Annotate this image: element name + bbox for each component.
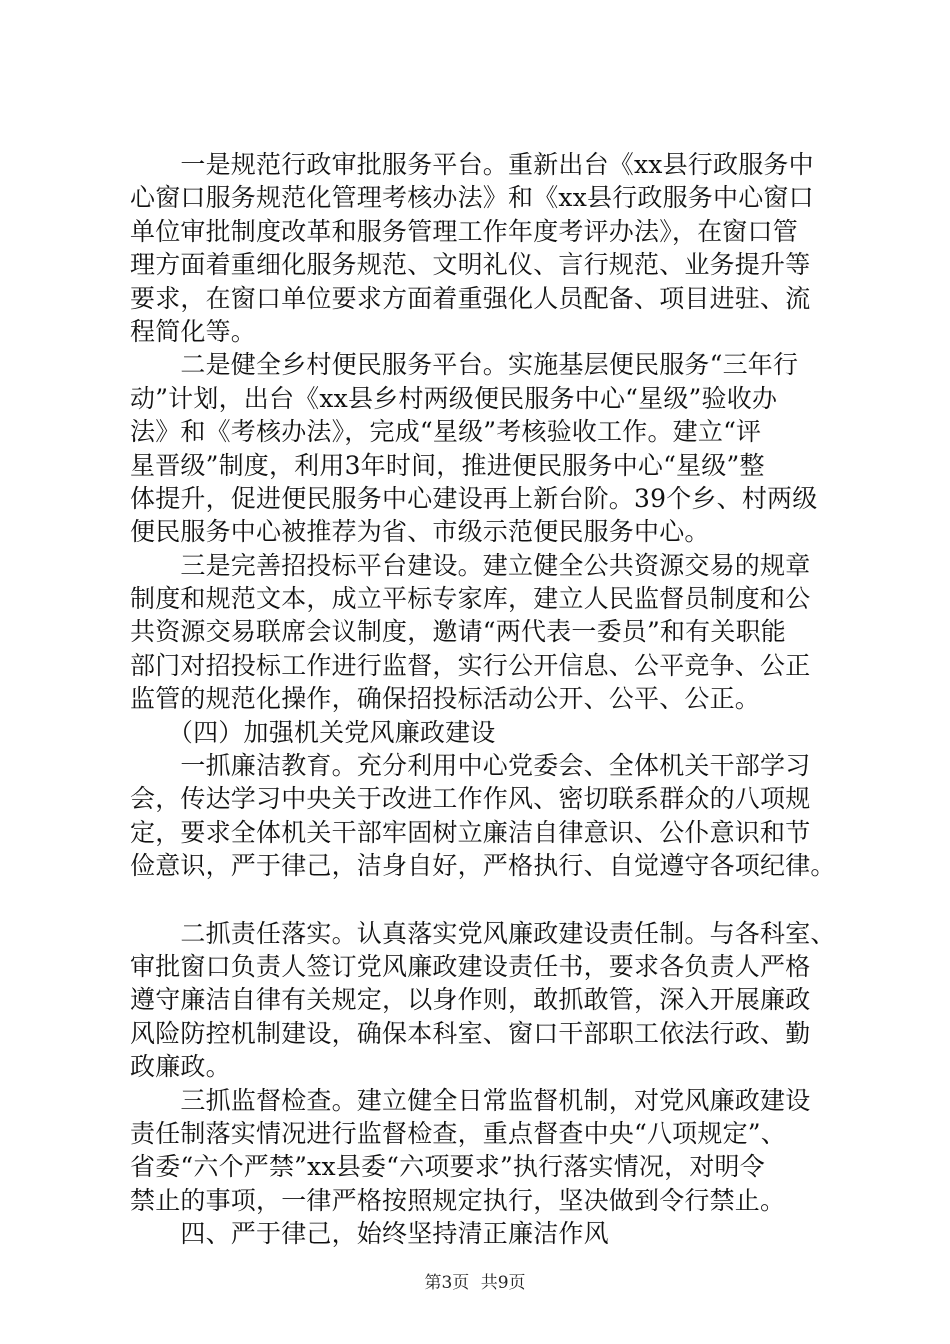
text-line: 程简化等。 xyxy=(130,316,257,346)
page-number: 第3页 xyxy=(424,1273,470,1293)
text-line: 审批窗口负责人签订党风廉政建设责任书，要求各负责人严格 xyxy=(130,951,811,981)
text-line: 一是规范行政审批服务平台。重新出台《xx县行政服务中 xyxy=(130,150,814,179)
text-line: 政廉政。 xyxy=(130,1052,231,1082)
text-line: 责任制落实情况进行监督检查，重点督查中央“八项规定”、 xyxy=(130,1118,786,1148)
text-line: （四）加强机关党风廉政建设 xyxy=(130,717,496,747)
page-total: 共9页 xyxy=(480,1273,526,1293)
text-line: 星晋级”制度，利用3年时间，推进便民服务中心“星级”整 xyxy=(130,450,765,480)
text-line: 三抓监督检查。建立健全日常监督机制，对党风廉政建设 xyxy=(130,1085,811,1115)
text-line: 遵守廉洁自律有关规定，以身作则，敢抓敢管，深入开展廉政 xyxy=(130,985,811,1015)
text-line: 风险防控机制建设，确保本科室、窗口干部职工依法行政、勤 xyxy=(130,1018,811,1048)
text-line: 单位审批制度改革和服务管理工作年度考评办法》，在窗口管 xyxy=(130,216,798,246)
text-line: 二抓责任落实。认真落实党风廉政建设责任制。与各科室、 xyxy=(130,918,836,948)
text-line: 一抓廉洁教育。充分利用中心党委会、全体机关干部学习 xyxy=(130,751,811,781)
text-line: 俭意识，严于律己，洁身自好，严格执行、自觉遵守各项纪律。 xyxy=(130,851,836,881)
text-line: 定，要求全体机关干部牢固树立廉洁自律意识、公仆意识和节 xyxy=(130,817,811,847)
text-line: 二是健全乡村便民服务平台。实施基层便民服务“三年行 xyxy=(130,350,799,380)
text-line: 法》和《考核办法》，完成“星级”考核验收工作。建立“评 xyxy=(130,417,762,447)
text-line: 省委“六个严禁”xx县委“六项要求”执行落实情况，对明令 xyxy=(130,1152,765,1182)
text-line: 理方面着重细化服务规范、文明礼仪、言行规范、业务提升等 xyxy=(130,250,811,280)
text-line: 四、严于律己，始终坚持清正廉洁作风 xyxy=(130,1219,609,1249)
text-line: 心窗口服务规范化管理考核办法》和《xx县行政服务中心窗口 xyxy=(130,183,814,213)
text-line: 三是完善招投标平台建设。建立健全公共资源交易的规章 xyxy=(130,550,811,580)
text-line: 监管的规范化操作，确保招投标活动公开、公平、公正。 xyxy=(130,684,761,714)
text-line: 部门对招投标工作进行监督，实行公开信息、公平竞争、公正 xyxy=(130,650,811,680)
text-line: 共资源交易联席会议制度，邀请“两代表一委员”和有关职能 xyxy=(130,617,786,647)
text-line: 动”计划，出台《xx县乡村两级便民服务中心“星级”验收办 xyxy=(130,383,778,413)
document-body xyxy=(130,148,836,1251)
text-line: 要求，在窗口单位要求方面着重强化人员配备、项目进驻、流 xyxy=(130,283,811,313)
text-line: 便民服务中心被推荐为省、市级示范便民服务中心。 xyxy=(130,517,710,547)
text-line: 制度和规范文本，成立平标专家库，建立人民监督员制度和公 xyxy=(130,584,811,614)
blank-line xyxy=(130,883,830,917)
text-line: 会，传达学习中央关于改进工作作风、密切联系群众的八项规 xyxy=(130,784,811,814)
text-line: 禁止的事项，一律严格按照规定执行，坚决做到令行禁止。 xyxy=(130,1185,786,1215)
page-footer xyxy=(0,1268,950,1293)
text-line: 体提升，促进便民服务中心建设再上新台阶。39个乡、村两级 xyxy=(130,483,818,513)
